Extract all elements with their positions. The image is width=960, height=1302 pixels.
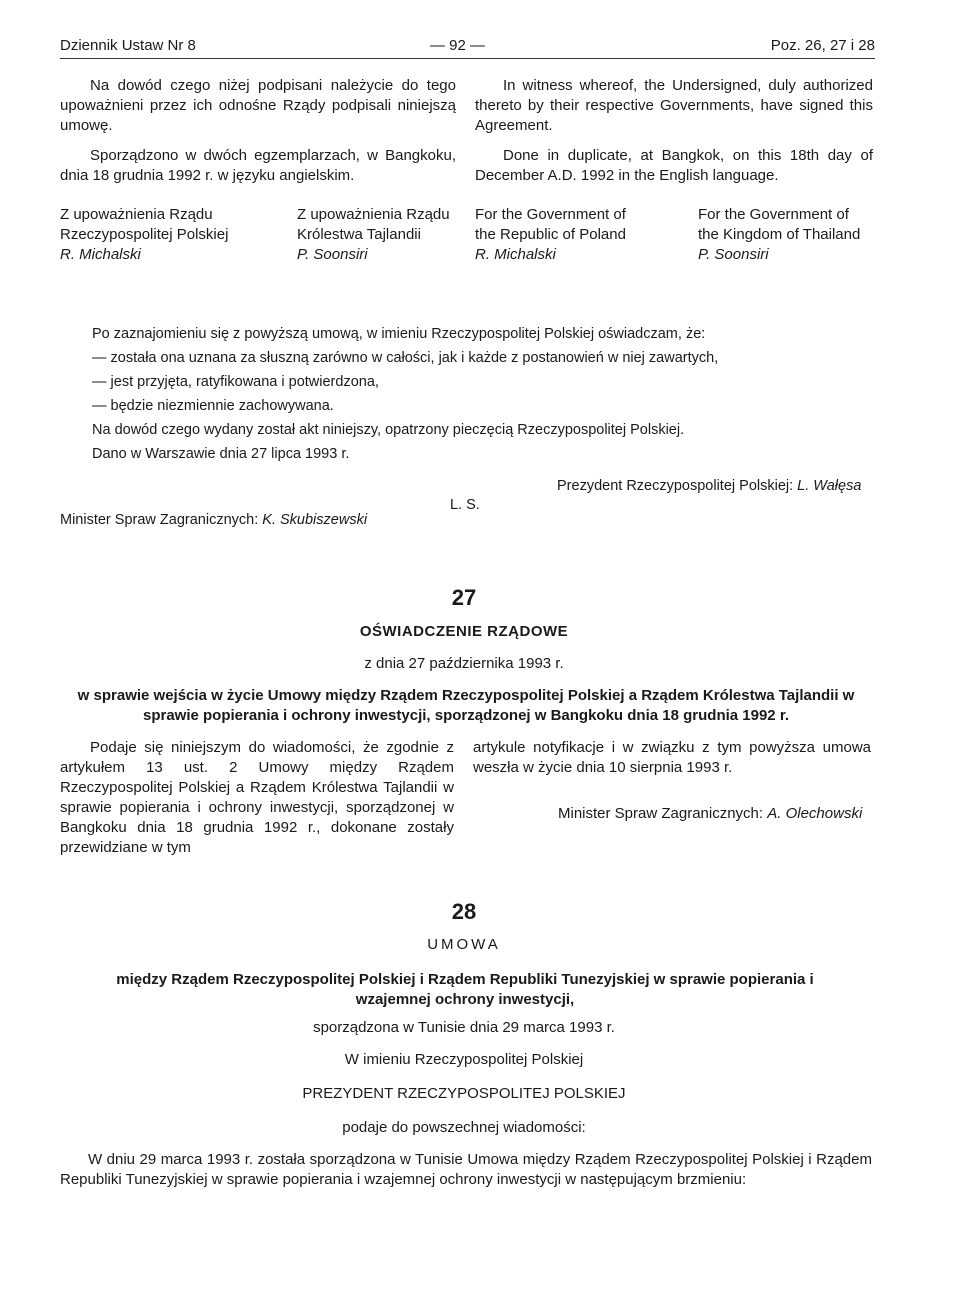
locus-sigilli: L. S. xyxy=(450,497,480,513)
item-27-minister-signature xyxy=(558,804,862,824)
signature-block-pl-thailand xyxy=(297,205,472,265)
item-28-made: sporządzona w Tunisie dnia 29 marca 1993 r. xyxy=(313,1019,615,1036)
ratification-item: — jest przyjęta, ratyfikowana i potwierdzona, xyxy=(92,370,872,394)
signatory-name: P. Soonsiri xyxy=(698,246,769,263)
item-28-president: PREZYDENT RZECZYPOSPOLITEJ POLSKIEJ xyxy=(302,1085,626,1102)
signature-line2: Rzeczypospolitej Polskiej xyxy=(60,226,229,243)
en-done-paragraph: Done in duplicate, at Bangkok, on this 18th day of December A.D. 1992 in the English language. xyxy=(475,147,873,184)
minister-name: A. Olechowski xyxy=(767,805,863,822)
signature-block-en-poland xyxy=(475,205,675,265)
item-27-number: 27 xyxy=(451,585,477,610)
en-witness-paragraph: In witness whereof, the Undersigned, duly authorized thereto by their respective Governments, have signed this Agreement. xyxy=(475,77,873,134)
minister-name: K. Skubiszewski xyxy=(262,512,368,528)
item-28-body: W dniu 29 marca 1993 r. została sporządzona w Tunisie Umowa między Rządem Rzeczypospolitej Polskiej i Rządem Republiki Tunezyjskiej w sprawie popierania i wzajemnej ochrony inwestycji w następującym brzmieniu: xyxy=(60,1151,872,1188)
signature-block-en-thailand xyxy=(698,205,878,265)
item-27-title: OŚWIADCZENIE RZĄDOWE xyxy=(359,623,569,640)
item-27-body-left: Podaje się niniejszym do wiadomości, że zgodnie z artykułem 13 ust. 2 Umowy między Rządem Rzeczypospolitej Polskiej a Rządem Królestwa Tajlandii w sprawie popierania i ochrony inwestycji, sporządzonej w Bangkoku dnia 18 grudnia 1992 r., dokonane zostały przewidziane w tym xyxy=(60,739,454,856)
position-numbers: Poz. 26, 27 i 28 xyxy=(770,37,875,54)
given-at: Dano w Warszawie dnia 27 lipca 1993 r. xyxy=(92,446,350,462)
signature-line1: Z upoważnienia Rządu xyxy=(297,206,450,223)
signature-line2: the Kingdom of Thailand xyxy=(698,226,861,243)
item-27-body-right: artykule notyfikacje i w związku z tym powyższa umowa weszła w życie dnia 10 sierpnia 1993 r. xyxy=(473,739,871,776)
item-28-number: 28 xyxy=(451,899,477,924)
ratification-intro: Po zaznajomieniu się z powyższą umową, w imieniu Rzeczypospolitej Polskiej oświadczam, że: xyxy=(92,326,706,342)
signature-line2: Królestwa Tajlandii xyxy=(297,226,421,243)
pl-done-paragraph: Sporządzono w dwóch egzemplarzach, w Bangkoku, dnia 18 grudnia 1992 r. w języku angielskim. xyxy=(60,147,456,184)
minister-label: Minister Spraw Zagranicznych: xyxy=(60,512,259,528)
signature-line1: Z upoważnienia Rządu xyxy=(60,206,213,223)
minister-label: Minister Spraw Zagranicznych: xyxy=(558,805,764,822)
item-28-announce: podaje do powszechnej wiadomości: xyxy=(342,1119,586,1136)
item-28-subject: między Rządem Rzeczypospolitej Polskiej i Rządem Republiki Tunezyjskiej w sprawie popierania i wzajemnej ochrony inwestycji, xyxy=(116,971,814,1008)
item-28-on-behalf: W imieniu Rzeczypospolitej Polskiej xyxy=(344,1051,584,1068)
pl-witness-paragraph: Na dowód czego niżej podpisani należycie do tego upoważnieni przez ich odnośne Rządy podpisali niniejszą umowę. xyxy=(60,77,456,134)
president-label: Prezydent Rzeczypospolitej Polskiej: xyxy=(557,478,794,494)
signature-block-pl-poland xyxy=(60,205,260,265)
signature-line1: For the Government of xyxy=(475,206,626,223)
signatory-name: P. Soonsiri xyxy=(297,246,368,263)
page-number: — 92 — xyxy=(430,37,486,54)
ratification-block xyxy=(92,322,872,466)
president-name: L. Wałęsa xyxy=(797,478,862,494)
item-27-subject: w sprawie wejścia w życie Umowy między Rządem Rzeczypospolitej Polskiej a Rządem Królestwa Tajlandii w sprawie popierania i ochrony inwestycji, sporządzonej w Bangkoku dnia 18 grudnia 1992 r. xyxy=(77,687,855,724)
minister-signature xyxy=(60,510,367,530)
signatory-name: R. Michalski xyxy=(60,246,141,263)
president-signature xyxy=(557,476,861,496)
signatory-name: R. Michalski xyxy=(475,246,556,263)
page-header xyxy=(60,36,875,56)
seal-sentence: Na dowód czego wydany został akt niniejszy, opatrzony pieczęcią Rzeczypospolitej Polskiej. xyxy=(92,422,685,438)
journal-title: Dziennik Ustaw Nr 8 xyxy=(60,37,196,54)
header-rule xyxy=(60,58,875,59)
signature-line1: For the Government of xyxy=(698,206,849,223)
item-27-date: z dnia 27 października 1993 r. xyxy=(364,655,564,672)
ratification-item: — będzie niezmiennie zachowywana. xyxy=(92,394,872,418)
ratification-item: — została ona uznana za słuszną zarówno w całości, jak i każde z postanowień w niej zawartych, xyxy=(92,346,872,370)
item-28-title: UMOWA xyxy=(427,936,501,953)
signature-line2: the Republic of Poland xyxy=(475,226,626,243)
